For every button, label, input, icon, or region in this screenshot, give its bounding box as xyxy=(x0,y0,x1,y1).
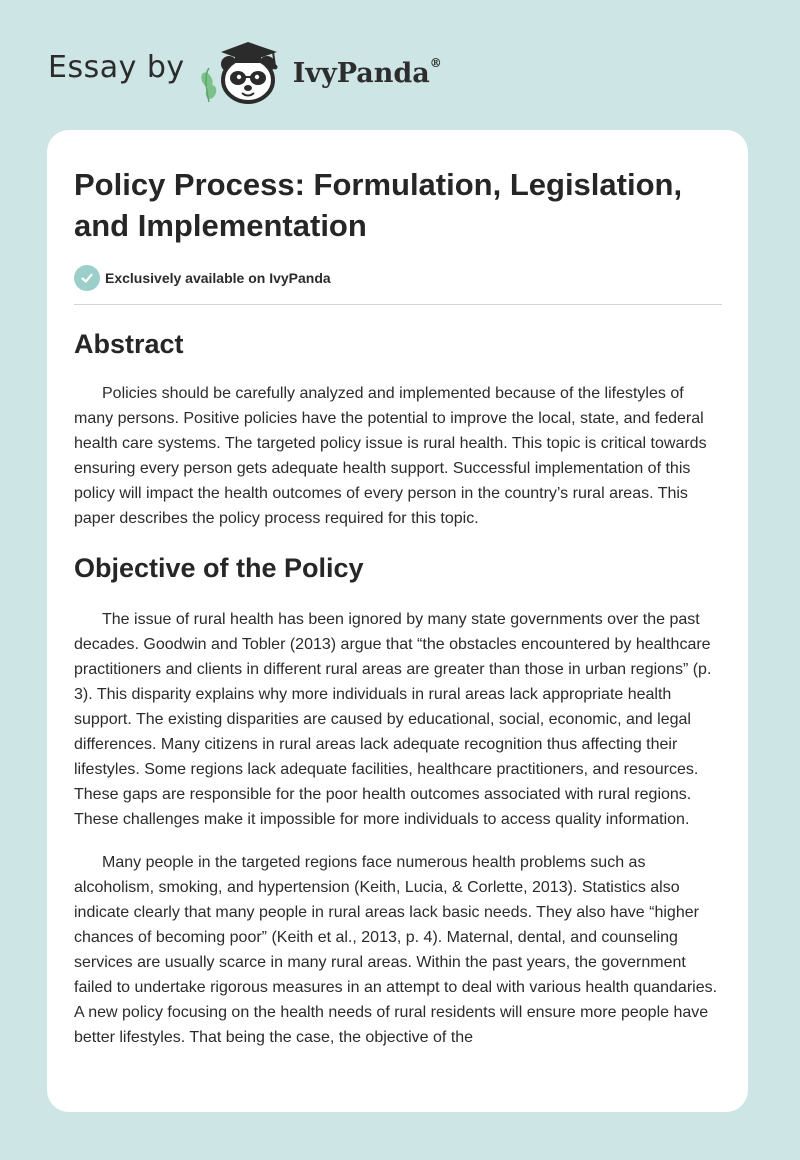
panda-logo-icon xyxy=(199,30,291,110)
brand-name xyxy=(292,55,442,89)
objective-paragraph-2: Many people in the targeted regions face numerous health problems such as alcoholism, smoking, and hypertension (Keith, Lucia, & Corlette, 2013). Statistics also indicate clearly that many people in rural areas lack basic needs. They also have “higher chances of becoming poor” (Keith et al., 2013, p. 4). Maternal, dental, and counseling services are usually scarce in many rural areas. Within the past years, the government failed to undertake rigorous measures in an attempt to deal with various health quandaries. A new policy focusing on the health needs of rural residents will ensure more people have better lifestyles. That being the case, the objective of the xyxy=(74,854,718,1046)
abstract-paragraph: Policies should be carefully analyzed and implemented because of the lifestyles of many persons. Positive policies have the potential to improve the local, state, and federal health care systems. The targeted policy issue is rural health. This topic is critical towards ensuring every person gets adequate health support. Successful implementation of this policy will impact the health outcomes of every person in the country’s rural areas. This paper describes the policy process required for this topic. xyxy=(74,385,707,527)
divider xyxy=(74,304,722,305)
exclusive-label: Exclusively available on IvyPanda xyxy=(105,270,331,286)
objective-paragraph-1: The issue of rural health has been ignored by many state governments over the past decades. Goodwin and Tobler (2013) argue that “the obstacles encountered by healthcare practitioners and clients in different rural areas are greater than those in urban regions” (p. 3). This disparity explains why more individuals in rural areas lack appropriate health support. The existing disparities are caused by educational, social, economic, and legal differences. Many citizens in rural areas lack adequate recognition thus affecting their lifestyles. Some regions lack adequate facilities, healthcare practitioners, and resources. These gaps are responsible for the poor health outcomes associated with rural regions. These challenges make it impossible for more individuals to access quality information. xyxy=(74,611,712,828)
essay-card xyxy=(47,130,748,1112)
brand-name-text: IvyPanda xyxy=(292,57,430,89)
checkmark-icon xyxy=(74,265,100,291)
essay-by-label: Essay by xyxy=(48,49,185,85)
exclusive-badge xyxy=(74,264,722,292)
site-header xyxy=(48,30,442,110)
page-title: Policy Process: Formulation, Legislation, and Implementation xyxy=(74,167,683,243)
objective-heading: Objective of the Policy xyxy=(74,553,364,583)
registered-mark: ® xyxy=(429,55,442,70)
abstract-heading: Abstract xyxy=(74,329,184,359)
